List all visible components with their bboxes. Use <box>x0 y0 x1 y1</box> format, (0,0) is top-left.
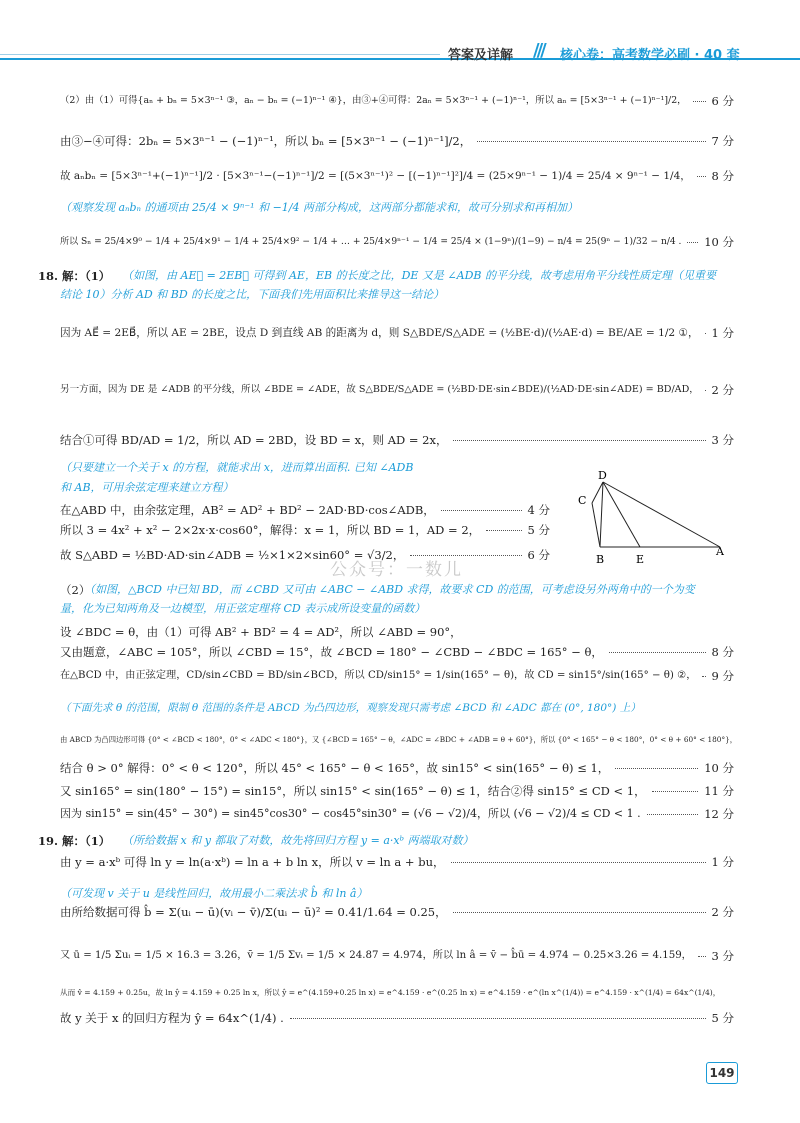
segment-cd <box>592 482 603 503</box>
explanation-note: （下面先求 θ 的范围，限制 θ 范围的条件是 ABCD 为凸四边形，观察发现只需考虑 ∠BCD 和 ∠ADC 都在 (0°, 180°) 上） <box>60 702 641 714</box>
vertex-label-a: A <box>716 545 724 558</box>
explanation-note: （如图，由 AE⃗ = 2EB⃗ 可得到 AE，EB 的长度之比，DE 又是 ∠ADB 的平分线，故考虑用角平分线性质定理（见重要 <box>122 269 716 282</box>
explanation-note: （如图，△BCD 中已知 BD，而 ∠CBD 又可由 ∠ABC − ∠ABD 求得，故要求 CD 的范围，可考虑设另外两角中的一个为变 <box>84 583 695 596</box>
explanation-note: 结论 10）分析 AD 和 BD 的长度之比，下面我们先用面积比来推导这一结论） <box>60 288 445 301</box>
answer-line: 由所给数据可得 b̂ = Σ(uᵢ − ū)(vᵢ − v̄)/Σ(uᵢ − ū)² = 0.41/1.64 = 0.25， 2 分 <box>60 905 734 919</box>
segment-bc <box>592 503 600 547</box>
question-18-heading: 18. 解：（1） <box>38 269 111 283</box>
header-slash-icon: /// <box>533 40 544 61</box>
answer-line: 由 y = a·xᵇ 可得 ln y = ln(a·xᵇ) = ln a + b ln x，所以 v = ln a + bu， 1 分 <box>60 855 734 869</box>
sub-question-heading: （2） <box>60 583 91 597</box>
vertex-label-c: C <box>578 494 587 507</box>
answer-line: 故 aₙbₙ = [5×3ⁿ⁻¹+(−1)ⁿ⁻¹]/2 · [5×3ⁿ⁻¹−(−1)ⁿ⁻¹]/2 = [(5×3ⁿ⁻¹)² − [(−1)ⁿ⁻¹]²]/4 = (25×9ⁿ⁻¹ − 1)/4 = 25/4 × 9ⁿ⁻¹ − 1/4， 8 分 <box>60 169 734 183</box>
answer-line: 结合 θ > 0° 解得：0° < θ < 120°，所以 45° < 165° − θ < 165°，故 sin15° < sin(165° − θ) ≤ 1， 10 分 <box>60 761 734 775</box>
header-thin-rule <box>0 54 440 55</box>
explanation-note: （所给数据 x 和 y 都取了对数，故先将回归方程 y = a·xᵇ 两端取对数） <box>122 834 474 847</box>
vertex-label-d: D <box>598 470 607 482</box>
segment-da <box>603 482 720 547</box>
quadrilateral-figure <box>570 470 730 570</box>
vertex-label-e: E <box>636 553 645 566</box>
question-19-heading: 19. 解：（1） <box>38 834 111 848</box>
answer-line: 又由题意，∠ABC = 105°，所以 ∠CBD = 15°，故 ∠BCD = 180° − ∠CBD − ∠BDC = 165° − θ， 8 分 <box>60 645 734 659</box>
explanation-note: （只要建立一个关于 x 的方程，就能求出 x，进而算出面积. 已知 ∠ADB <box>60 461 414 474</box>
header-book-title: 核心卷：高考数学必刷 · 40 套 <box>560 48 740 63</box>
watermark: 公众号：一数儿 <box>330 560 463 580</box>
answer-line: 在△ABD 中，由余弦定理，AB² = AD² + BD² − 2AD·BD·cos∠ADB， 4 分 <box>60 503 550 517</box>
explanation-note: （可发现 v 关于 u 是线性回归，故用最小二乘法求 b̂ 和 ln â） <box>60 887 368 900</box>
answer-line: 在△BCD 中，由正弦定理，CD/sin∠CBD = BD/sin∠BCD，所以 CD/sin15° = 1/sin(165° − θ)，故 CD = sin15°/sin(165° − θ) ②， 9 分 <box>60 669 734 683</box>
explanation-note: （观察发现 aₙbₙ 的通项由 25/4 × 9ⁿ⁻¹ 和 −1/4 两部分构成，这两部分都能求和，故可分别求和再相加） <box>60 201 578 214</box>
answer-line: 故 y 关于 x 的回归方程为 ŷ = 64x^(1/4) . 5 分 <box>60 1011 734 1025</box>
answer-line: 结合①可得 BD/AD = 1/2，所以 AD = 2BD，设 BD = x，则 AD = 2x， 3 分 <box>60 433 734 447</box>
explanation-note: 量，化为已知两角及一边模型，用正弦定理将 CD 表示成所设变量的函数） <box>60 602 426 615</box>
header-section-title: 答案及详解 <box>448 48 514 63</box>
answer-line: 所以 3 = 4x² + x² − 2×2x·x·cos60°，解得：x = 1，所以 BD = 1，AD = 2， 5 分 <box>60 523 550 537</box>
answer-line: 又 sin165° = sin(180° − 15°) = sin15°，所以 sin15° < sin(165° − θ) ≤ 1，结合②得 sin15° ≤ CD < 1， 11 分 <box>60 784 734 798</box>
answer-line: 因为 AE⃗ = 2EB⃗，所以 AE = 2BE，设点 D 到直线 AB 的距离为 d，则 S△BDE/S△ADE = (½BE·d)/(½AE·d) = BE/AE = 1/2 ①， 1 分 <box>60 326 734 340</box>
answer-line: 从而 v̂ = 4.159 + 0.25u，故 ln ŷ = 4.159 + 0.25 ln x，所以 ŷ = e^(4.159+0.25 ln x) = e^4.159 · e^(0.25 ln x) = e^4.159 · e^(ln x^(1/4)) = e^4.159 · x^(1/4) = 64x^(1/4)， <box>60 988 721 997</box>
vertex-label-b: B <box>596 553 605 566</box>
answer-line: 设 ∠BDC = θ，由（1）可得 AB² + BD² = 4 = AD²，所以 ∠ABD = 90°， <box>60 625 462 639</box>
answer-line: 因为 sin15° = sin(45° − 30°) = sin45°cos30° − cos45°sin30° = (√6 − √2)/4，所以 (√6 − √2)/4 ≤ CD < 1 . 12 分 <box>60 807 734 821</box>
answer-line: 又 ū = 1/5 Σuᵢ = 1/5 × 16.3 = 3.26，v̄ = 1/5 Σvᵢ = 1/5 × 24.87 = 4.974，所以 ln â = v̄ − b̂ū = 4.974 − 0.25×3.26 = 4.159， 3 分 <box>60 949 734 963</box>
answer-line: 另一方面，因为 DE 是 ∠ADB 的平分线，所以 ∠BDE = ∠ADE，故 S△BDE/S△ADE = (½BD·DE·sin∠BDE)/(½AD·DE·sin∠ADE) = BD/AD， 2 分 <box>60 383 734 397</box>
segment-db <box>600 482 603 547</box>
explanation-note: 和 AB，可用余弦定理来建立方程） <box>60 481 234 494</box>
answer-line: 所以 Sₙ = 25/4×9⁰ − 1/4 + 25/4×9¹ − 1/4 + 25/4×9² − 1/4 + … + 25/4×9ⁿ⁻¹ − 1/4 = 25/4 × (1−9ⁿ)/(1−9) − n/4 = 25(9ⁿ − 1)/32 − n/4 . 10 分 <box>60 235 734 249</box>
answer-line: 故 S△ABD = ½BD·AD·sin∠ADB = ½×1×2×sin60° = √3/2， 6 分 <box>60 548 550 562</box>
answer-line: （2）由（1）可得{aₙ + bₙ = 5×3ⁿ⁻¹ ③，aₙ − bₙ = (−1)ⁿ⁻¹ ④}，由③+④可得：2aₙ = 5×3ⁿ⁻¹ + (−1)ⁿ⁻¹，所以 aₙ = [5×3ⁿ⁻¹ + (−1)ⁿ⁻¹]/2， 6 分 <box>60 94 734 108</box>
page-number: 149 <box>706 1062 738 1084</box>
answer-line: 由 ABCD 为凸四边形可得 {0° < ∠BCD < 180°，0° < ∠ADC < 180°}，又 {∠BCD = 165° − θ，∠ADC = ∠BDC + ∠ADB = θ + 60°}，所以 {0° < 165° − θ < 180°，0° < θ + 60° < 180°}， <box>60 735 738 744</box>
answer-line: 由③−④可得：2bₙ = 5×3ⁿ⁻¹ − (−1)ⁿ⁻¹，所以 bₙ = [5×3ⁿ⁻¹ − (−1)ⁿ⁻¹]/2， 7 分 <box>60 134 734 148</box>
